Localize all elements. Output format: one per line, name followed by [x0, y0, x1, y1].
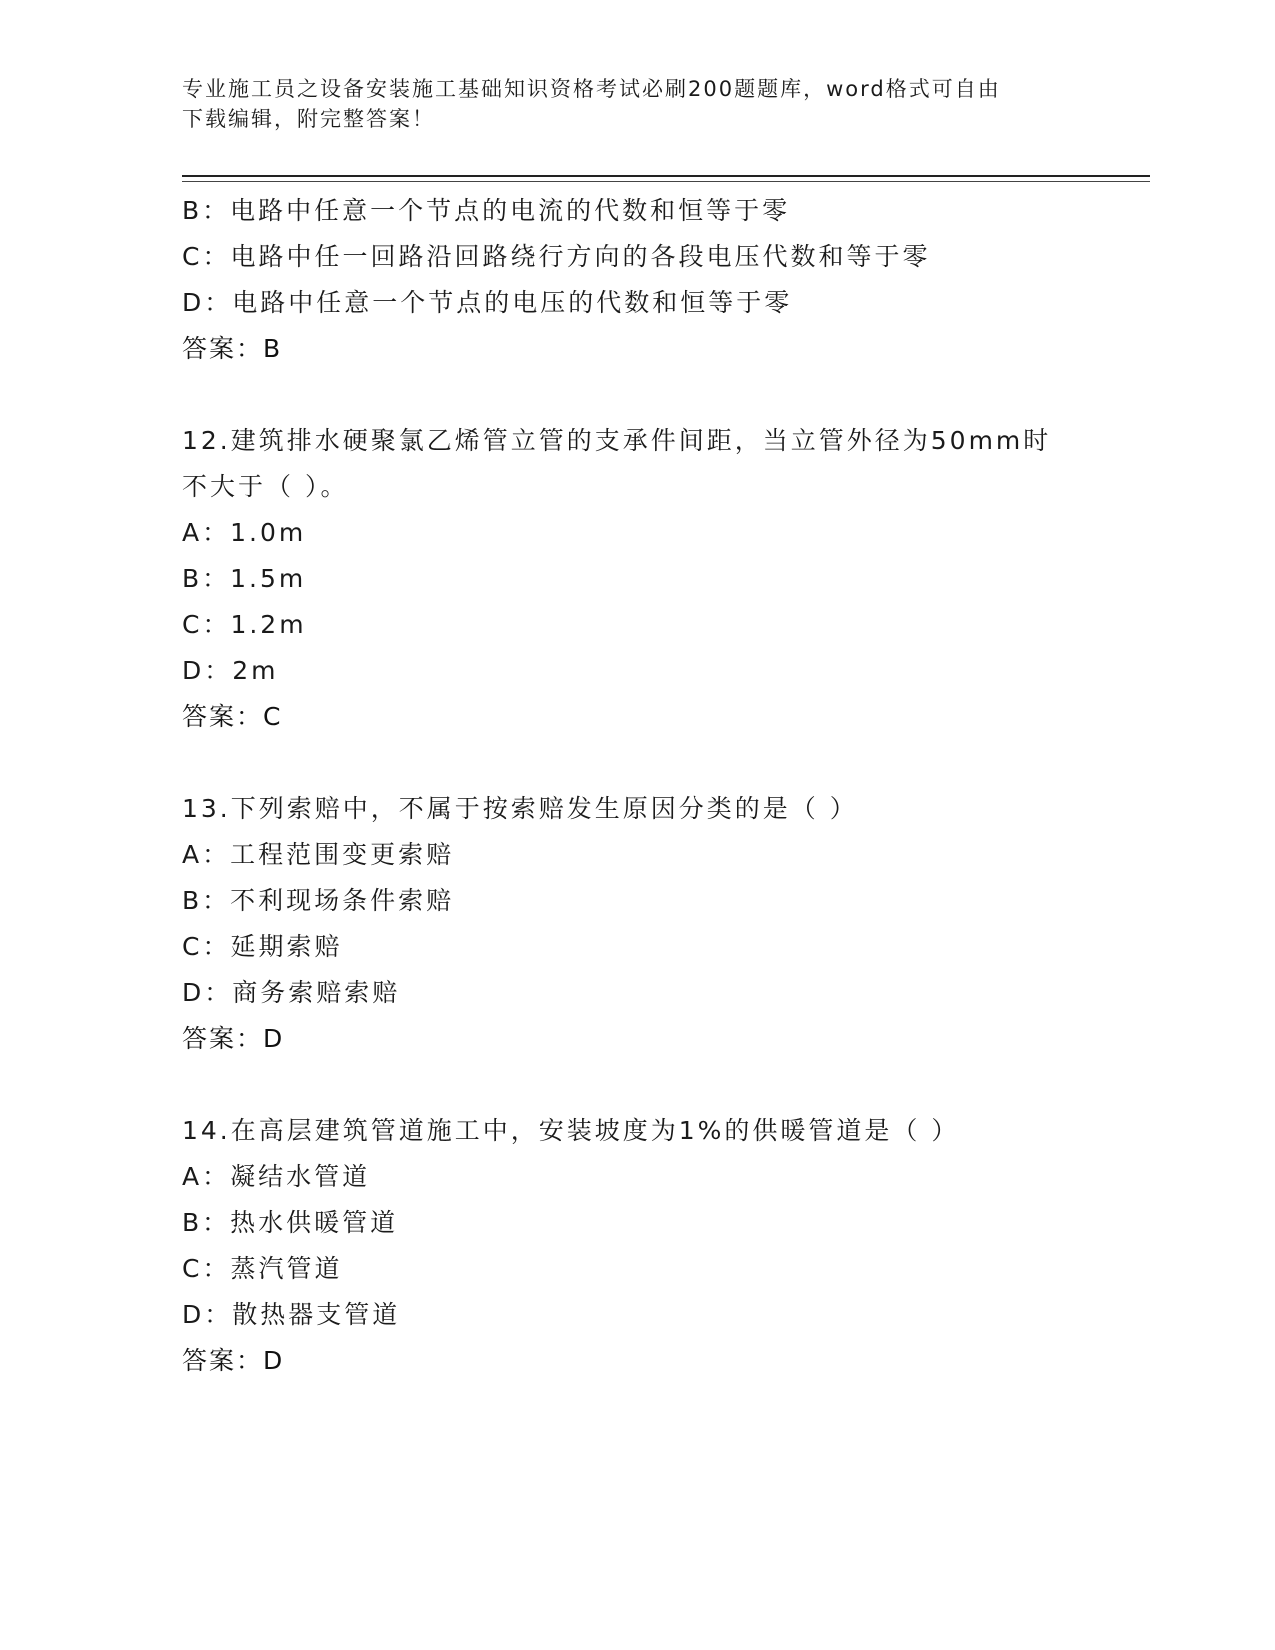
header-divider-thick	[182, 175, 1150, 177]
question-13	[182, 786, 1142, 1062]
question-14-stem: 14.在高层建筑管道施工中，安装坡度为1%的供暖管道是（ ）	[182, 1116, 960, 1145]
question-14-option-c: C：蒸汽管道	[182, 1254, 343, 1283]
question-12-option-c: C：1.2m	[182, 610, 307, 639]
question-14	[182, 1108, 1142, 1384]
question-14-option-b: B：热水供暖管道	[182, 1208, 399, 1237]
question-list	[182, 188, 1142, 1384]
question-13-stem: 13.下列索赔中，不属于按索赔发生原因分类的是（ ）	[182, 794, 858, 823]
header-divider-thin	[182, 181, 1150, 182]
question-13-option-c: C：延期索赔	[182, 932, 343, 961]
question-12-option-b: B：1.5m	[182, 564, 307, 593]
question-13-option-d: D：商务索赔索赔	[182, 978, 401, 1007]
question-11-option-b: B：电路中任意一个节点的电流的代数和恒等于零	[182, 196, 791, 225]
spacer	[182, 372, 1142, 418]
question-14-answer: 答案：D	[182, 1346, 285, 1375]
question-11-option-c: C：电路中任一回路沿回路绕行方向的各段电压代数和等于零	[182, 242, 931, 271]
page-header	[182, 74, 1082, 134]
question-12-option-a: A：1.0m	[182, 518, 307, 547]
question-14-option-a: A：凝结水管道	[182, 1162, 371, 1191]
question-12	[182, 418, 1142, 740]
question-14-option-d: D：散热器支管道	[182, 1300, 401, 1329]
question-13-option-a: A：工程范围变更索赔	[182, 840, 455, 869]
question-13-answer: 答案：D	[182, 1024, 285, 1053]
question-11-answer: 答案：B	[182, 334, 283, 363]
spacer	[182, 740, 1142, 786]
header-title-line-1: 专业施工员之设备安装施工基础知识资格考试必刷200题题库，word格式可自由	[182, 77, 1001, 101]
question-11	[182, 188, 1142, 372]
question-13-option-b: B：不利现场条件索赔	[182, 886, 455, 915]
question-12-option-d: D：2m	[182, 656, 279, 685]
question-11-option-d: D：电路中任意一个节点的电压的代数和恒等于零	[182, 288, 793, 317]
question-12-stem-line-2: 不大于（ ）。	[182, 472, 349, 501]
question-12-answer: 答案：C	[182, 702, 283, 731]
spacer	[182, 1062, 1142, 1108]
header-title-line-2: 下载编辑，附完整答案！	[182, 107, 435, 131]
question-12-stem-line-1: 12.建筑排水硬聚氯乙烯管立管的支承件间距，当立管外径为50mm时	[182, 426, 1052, 455]
